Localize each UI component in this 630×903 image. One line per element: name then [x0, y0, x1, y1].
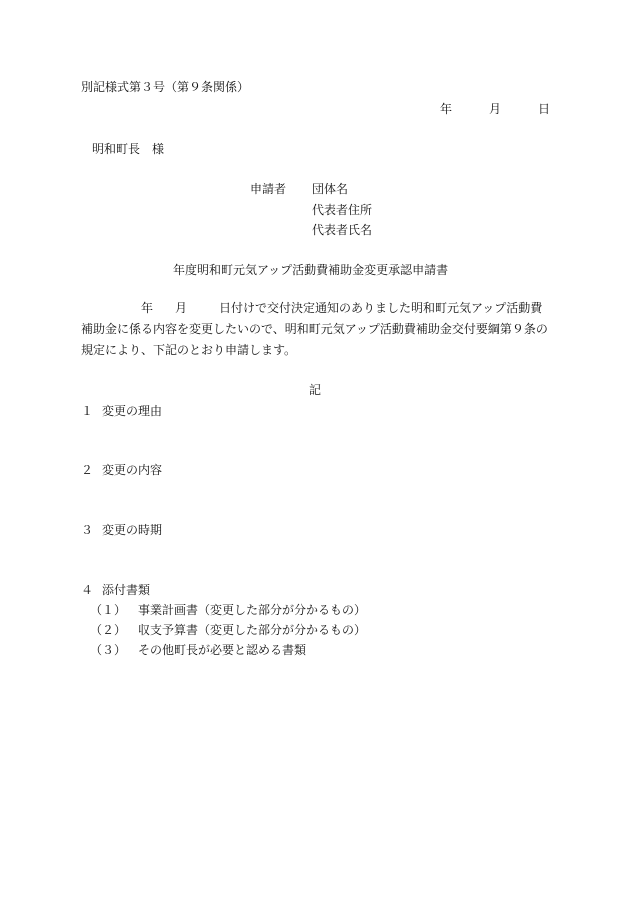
attachment-label: その他町長が必要と認める書類	[138, 643, 307, 657]
item-number: ２	[81, 463, 94, 477]
item-number: ３	[81, 523, 94, 537]
date-year: 年	[440, 102, 453, 116]
item-label: 変更の理由	[102, 404, 163, 418]
attachment-number: （１）	[90, 603, 127, 617]
date-line	[440, 101, 550, 117]
body-year: 年	[141, 301, 154, 315]
ki-heading: 記	[309, 383, 322, 397]
attachment-label: 事業計画書（変更した部分が分かるもの）	[138, 603, 367, 617]
form-label: 別記様式第３号（第９条関係）	[81, 80, 250, 94]
date-day: 日	[538, 102, 551, 116]
applicant-group-name: 団体名	[312, 182, 349, 196]
applicant-rep-address: 代表者住所	[312, 203, 373, 217]
attachment-label: 収支予算書（変更した部分が分かるもの）	[138, 623, 367, 637]
document-title: 年度明和町元気アップ活動費補助金変更承認申請書	[173, 263, 449, 277]
body-text: 日付けで交付決定通知のありました明和町元気アップ活動費補助金に係る内容を変更したいので、明和町元気アップ活動費補助金交付要綱第９条の規定により、下記のとおり申請します。	[81, 301, 548, 357]
item-label: 変更の時期	[102, 523, 163, 537]
item-number: ４	[81, 583, 94, 597]
item-number: １	[81, 404, 94, 418]
attachment-number: （２）	[90, 623, 127, 637]
body-month: 月	[175, 301, 188, 315]
item-label: 変更の内容	[102, 463, 163, 477]
attachment-2	[90, 622, 366, 638]
item-3	[81, 522, 162, 538]
attachment-1	[90, 602, 366, 618]
attachment-number: （３）	[90, 643, 127, 657]
applicant-rep-name: 代表者氏名	[312, 223, 373, 237]
date-month: 月	[489, 102, 502, 116]
item-label: 添付書類	[102, 583, 151, 597]
item-4	[81, 582, 150, 598]
item-2	[81, 462, 162, 478]
item-1	[81, 403, 162, 419]
addressee: 明和町長 様	[92, 142, 165, 156]
body-paragraph	[81, 298, 551, 361]
applicant-label: 申請者	[250, 182, 287, 196]
attachment-3	[90, 642, 306, 658]
